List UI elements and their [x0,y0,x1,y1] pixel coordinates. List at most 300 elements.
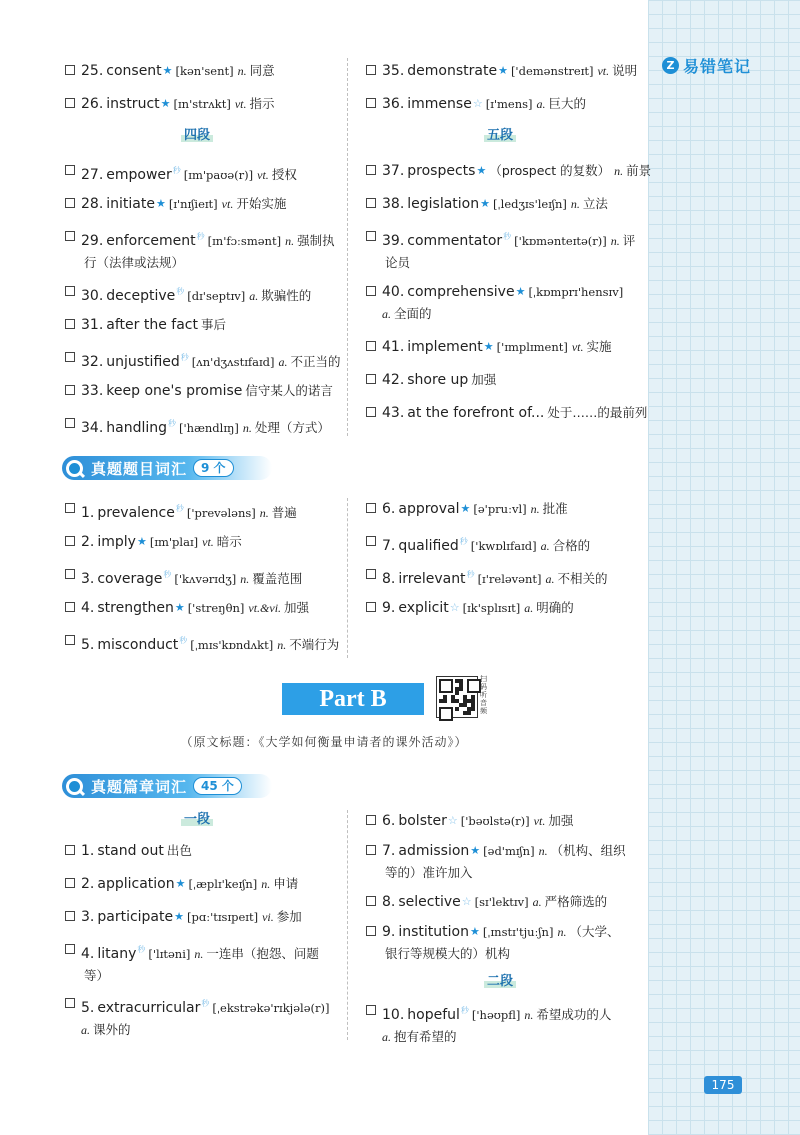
checkbox[interactable] [65,385,75,395]
checkbox[interactable] [65,352,75,362]
vocab-item[interactable] [65,630,356,656]
word-text: at the forefront of... [407,405,545,421]
star-outline-icon: ☆ [461,895,472,908]
meaning-continued [382,303,654,325]
chinese-meaning: 授权 [271,167,297,182]
segment-label: 二段 [480,970,520,989]
item-number: 38. [382,196,405,212]
phonetic: [pɑː'tɪsɪpeɪt] [187,910,259,924]
vocab-item[interactable] [65,939,356,987]
checkbox[interactable] [65,198,75,208]
plural-note: （prospect 的复数） [489,163,611,178]
word-text: misconduct [97,637,179,653]
item-number: 27. [81,167,104,183]
word-text: implement [407,339,483,355]
vocab-word [382,63,497,79]
word-text: after the fact [106,317,198,333]
chinese-meaning: 课外的 [93,1022,131,1037]
item-number: 43. [382,405,405,421]
word-text: immense [407,96,472,112]
part-of-speech: vt. [221,197,234,211]
frequency-tag: 秒 [168,419,177,428]
phonetic: [ˌekstrəkə'rɪkjələ(r)] [212,1001,330,1015]
vocab-item[interactable] [65,281,356,307]
part-of-speech: n. [277,638,287,652]
frequency-tag: 秒 [180,353,189,362]
vocab-word [81,637,178,653]
word-text: stand out [97,843,164,859]
checkbox[interactable] [366,845,376,855]
phonetic: [kən'sent] [175,64,234,78]
grid-sidebar [648,0,800,1135]
item-number: 4. [81,600,95,616]
vocab-item[interactable] [65,564,356,590]
chinese-meaning: 希望成功的人 [536,1007,612,1022]
vocab-word [382,1007,460,1023]
chinese-meaning: 巨大的 [548,96,587,111]
star-icon: ★ [162,64,173,77]
vocab-word [81,420,167,436]
part-of-speech: n. [240,572,250,586]
item-number: 7. [382,538,396,554]
vocab-item[interactable] [366,93,654,115]
qr-module [467,711,471,715]
vocab-word [382,843,469,859]
item-number: 31. [81,317,104,333]
vocab-item[interactable] [65,498,356,524]
phonetic: [dɪ'septɪv] [187,289,246,303]
checkbox[interactable] [366,341,376,351]
part-of-speech: n. [570,197,580,211]
checkbox[interactable] [65,165,75,175]
vocab-word [81,534,136,550]
part-of-speech: n. [261,877,271,891]
chinese-meaning: 开始实施 [236,196,287,211]
phonetic: ['prevələns] [186,506,256,520]
part-of-speech: vt. [571,340,584,354]
item-number: 8. [382,894,396,910]
checkbox[interactable] [366,165,376,175]
star-icon: ★ [174,601,185,614]
chinese-meaning: 欺骗性的 [261,288,312,303]
qr-finder [467,679,481,693]
vocab-item[interactable] [366,402,654,424]
vocab-word [382,501,459,517]
qr-finder [439,707,453,721]
meaning-continued [382,862,654,884]
vocab-item[interactable] [65,531,356,553]
vocab-word [81,288,175,304]
checkbox[interactable] [65,503,75,513]
item-number: 9. [382,924,396,940]
frequency-tag: 秒 [172,166,181,175]
qr-finder [439,679,453,693]
checkbox[interactable] [65,602,75,612]
vocab-item[interactable] [65,93,356,115]
item-number: 34. [81,420,104,436]
vocab-item[interactable] [366,281,654,325]
checkbox[interactable] [366,815,376,825]
part-of-speech: vi. [262,910,274,924]
vocab-word [382,196,479,212]
chinese-meaning: 不正当的 [290,354,341,369]
phonetic: [əd'mɪʃn] [483,844,535,858]
chinese-meaning: 行（法律或法规） [84,255,185,270]
chinese-meaning: 不相关的 [557,571,608,586]
item-number: 7. [382,843,396,859]
vocab-item[interactable] [366,531,654,557]
vocab-word [382,571,466,587]
item-number: 30. [81,288,104,304]
item-number: 3. [81,909,95,925]
phonetic: ['kwɒlɪfaɪd] [470,539,537,553]
phonetic: [ˌkɒmprɪ'hensɪv] [528,285,624,299]
word-text: institution [398,924,469,940]
vocab-word [382,339,483,355]
vocab-item[interactable] [65,380,356,402]
frequency-tag: 秒 [460,1006,469,1015]
chinese-meaning: 合格的 [552,538,591,553]
checkbox[interactable] [65,845,75,855]
chinese-meaning: 不端行为 [289,637,340,652]
part-of-speech: a. [540,539,550,553]
phonetic: [ɪn'strʌkt] [173,97,231,111]
word-text: imply [97,534,136,550]
phonetic: [ɪm'paʊə(r)] [183,168,254,182]
vocab-item[interactable] [366,226,654,274]
checkbox[interactable] [366,286,376,296]
vocab-item[interactable] [366,1000,654,1048]
vocab-item[interactable] [366,597,654,619]
phonetic: [ˌæplɪ'keɪʃn] [188,877,258,891]
item-number: 41. [382,339,405,355]
part-of-speech: a. [545,572,555,586]
source-title: （原文标题：《大学如何衡量申请者的课外活动》） [180,735,468,749]
star-outline-icon: ☆ [449,601,460,614]
chinese-meaning: 抱有希望的 [394,1029,457,1044]
vocab-item[interactable] [65,413,356,439]
chinese-meaning: 加强 [284,600,310,615]
checkbox[interactable] [366,407,376,417]
chinese-meaning: 处于……的最前列 [547,405,648,420]
frequency-tag: 秒 [175,504,184,513]
phonetic: [ˌmɪs'kɒndʌkt] [190,638,274,652]
segment-label: 四段 [177,124,217,143]
checkbox[interactable] [366,65,376,75]
part-of-speech: vt. [597,64,610,78]
section-header-passage-vocab [62,774,272,798]
checkbox[interactable] [65,569,75,579]
checkbox[interactable] [65,911,75,921]
checkbox[interactable] [366,198,376,208]
checkbox[interactable] [65,944,75,954]
checkbox[interactable] [65,536,75,546]
star-icon: ★ [480,197,490,210]
checkbox[interactable] [65,286,75,296]
part-of-speech: a. [382,1030,391,1044]
chinese-meaning: 出色 [166,843,192,858]
checkbox[interactable] [65,98,75,108]
vocab-item[interactable] [65,840,356,862]
qr-module [455,691,459,695]
phonetic: [ɪ'nɪʃieɪt] [168,197,218,211]
word-text: irrelevant [398,571,466,587]
part-of-speech: vt. [533,814,546,828]
star-icon: ★ [470,844,481,857]
vocab-word [382,894,461,910]
item-number: 4. [81,946,95,962]
word-text: application [97,876,175,892]
part-of-speech: n. [259,506,269,520]
vocab-item[interactable] [366,336,654,358]
phonetic: ['ɪmplɪment] [496,340,568,354]
checkbox[interactable] [65,231,75,241]
vocab-item[interactable] [366,564,654,590]
segment-label: 五段 [480,124,520,143]
item-number: 8. [382,571,396,587]
word-text: enforcement [106,233,196,249]
item-number: 1. [81,505,95,521]
word-text: approval [398,501,460,517]
star-icon: ★ [515,285,526,298]
checkbox[interactable] [366,1005,376,1015]
star-icon: ★ [469,925,480,938]
phonetic: [ɪ'mens] [485,97,533,111]
chinese-meaning: 参加 [276,909,302,924]
star-icon: ★ [174,910,184,923]
chinese-meaning: 普遍 [271,505,297,520]
chinese-meaning: 立法 [582,196,608,211]
section-title: 真题篇章词汇 [91,777,188,796]
frequency-tag: 秒 [459,537,468,546]
item-number: 39. [382,233,405,249]
meaning-continued [81,252,356,274]
vocab-word [382,600,449,616]
qr-module [443,699,447,703]
checkbox[interactable] [366,503,376,513]
chinese-meaning: 指示 [249,96,275,111]
vocab-word [382,405,544,421]
vocab-word [382,538,459,554]
item-number: 3. [81,571,95,587]
checkbox[interactable] [366,896,376,906]
vocab-item[interactable] [65,347,356,373]
logo-text: 易错笔记 [683,56,752,76]
logo [662,54,751,76]
part-title: Part B [282,683,424,715]
part-of-speech: a. [81,1023,90,1037]
phonetic: ['streŋθn] [187,601,245,615]
star-icon: ★ [175,877,186,890]
checkbox[interactable] [366,98,376,108]
checkbox[interactable] [366,926,376,936]
frequency-tag: 秒 [503,232,512,241]
vocab-item[interactable] [65,597,356,619]
frequency-tag: 秒 [163,570,172,579]
star-icon: ★ [160,97,171,110]
vocab-word [81,876,175,892]
word-text: participate [97,909,174,925]
vocab-item[interactable] [65,226,356,274]
qr-caption: 扫码听音频 [480,675,487,715]
checkbox[interactable] [65,635,75,645]
vocab-item[interactable] [366,921,654,965]
vocab-item[interactable] [65,314,356,336]
qr-module [471,707,475,711]
meaning-continued [81,965,356,987]
vocab-item[interactable] [65,873,356,895]
checkbox[interactable] [366,374,376,384]
phonetic: ['həʊpfl] [471,1008,521,1022]
chinese-meaning: 等的）准许加入 [385,865,473,880]
search-icon [63,457,85,479]
qr-code-icon[interactable] [436,676,478,718]
vocab-item[interactable] [65,906,356,928]
vocab-item[interactable] [366,891,654,913]
meaning-continued [382,1026,654,1048]
vocab-word [382,372,468,388]
chinese-meaning: 论员 [385,255,411,270]
vocab-item[interactable] [366,60,654,82]
chinese-meaning: 银行等规模大的）机构 [385,946,511,961]
item-number: 6. [382,813,396,829]
word-text: strengthen [97,600,174,616]
vocab-item[interactable] [366,193,654,215]
chinese-meaning: 等） [84,968,110,983]
item-number: 33. [81,383,104,399]
search-icon [63,775,85,797]
chinese-meaning: 评 [622,233,636,248]
phonetic: [ɪm'plaɪ] [149,535,199,549]
vocab-item[interactable] [366,160,654,182]
vocab-item[interactable] [65,993,356,1041]
star-icon: ★ [476,164,487,177]
word-text: hopeful [407,1007,460,1023]
checkbox[interactable] [65,998,75,1008]
phonetic: ['hændlɪŋ] [179,421,239,435]
vocab-word [382,284,515,300]
checkbox[interactable] [366,569,376,579]
word-text: prevalence [97,505,175,521]
vocab-item[interactable] [366,369,654,391]
item-number: 35. [382,63,405,79]
frequency-tag: 秒 [466,570,475,579]
vocab-word [81,63,162,79]
item-number: 5. [81,637,95,653]
checkbox[interactable] [366,602,376,612]
item-number: 6. [382,501,396,517]
word-text: commentator [407,233,503,249]
part-of-speech: a. [278,355,288,369]
chinese-meaning: 强制执 [297,233,335,248]
vocab-word [81,843,164,859]
part-of-speech: vt. [234,97,247,111]
chinese-meaning: 加强 [471,372,497,387]
star-outline-icon: ☆ [472,97,483,110]
checkbox[interactable] [65,65,75,75]
star-outline-icon: ☆ [447,814,458,827]
phonetic: [sɪ'lektɪv] [474,895,529,909]
item-number: 9. [382,600,396,616]
item-number: 36. [382,96,405,112]
star-icon: ★ [155,197,166,210]
word-text: demonstrate [407,63,498,79]
item-number: 25. [81,63,104,79]
item-number: 32. [81,354,104,370]
vocab-item[interactable] [65,193,356,215]
word-text: selective [398,894,461,910]
part-of-speech: a. [532,895,542,909]
checkbox[interactable] [65,878,75,888]
checkbox[interactable] [65,418,75,428]
star-icon: ★ [136,535,147,548]
vocab-word [81,946,136,962]
star-icon: ★ [498,64,508,77]
vocab-word [81,571,162,587]
phonetic: [ʌn'dʒʌstɪfaɪd] [191,355,275,369]
vocab-item[interactable] [65,60,356,82]
part-of-speech: a. [536,97,546,111]
qr-module [459,687,463,691]
vocab-word [81,233,196,249]
chinese-meaning: 实施 [586,339,612,354]
phonetic: [ɪn'fɔːsmənt] [207,234,282,248]
phonetic: [ɪk'splɪsɪt] [462,601,521,615]
vocab-item[interactable] [366,840,654,884]
vocab-item[interactable] [366,810,654,832]
frequency-tag: 秒 [176,287,185,296]
frequency-tag: 秒 [201,999,210,1008]
vocab-item[interactable] [366,498,654,520]
vocab-word [382,163,475,179]
vocab-word [81,196,155,212]
star-icon: ★ [483,340,494,353]
item-number: 37. [382,163,405,179]
item-number: 5. [81,1000,95,1016]
checkbox[interactable] [366,536,376,546]
checkbox[interactable] [65,319,75,329]
vocab-word [81,96,160,112]
phonetic: [ɪ'reləvənt] [477,572,542,586]
chinese-meaning: （大学、 [569,924,620,939]
vocab-item[interactable] [65,160,356,186]
item-number: 2. [81,534,95,550]
phonetic: ['bəʊlstə(r)] [460,814,530,828]
part-of-speech: a. [524,601,534,615]
item-number: 26. [81,96,104,112]
part-of-speech: n. [237,64,247,78]
logo-badge-icon: Z [662,57,679,74]
qr-module [455,707,459,711]
chinese-meaning: 前景 [626,163,652,178]
part-of-speech: n. [194,947,204,961]
count-badge: 9 个 [193,459,234,477]
checkbox[interactable] [366,231,376,241]
chinese-meaning: 覆盖范围 [252,571,303,586]
part-of-speech: a. [249,289,259,303]
segment-label: 一段 [177,808,217,827]
word-text: bolster [398,813,447,829]
word-text: initiate [106,196,155,212]
frequency-tag: 秒 [196,232,205,241]
frequency-tag: 秒 [137,945,146,954]
phonetic: [ə'pruːvl] [473,502,527,516]
word-text: coverage [97,571,163,587]
section-header-question-vocab [62,456,272,480]
page-number: 175 [704,1076,742,1094]
phonetic: ['demənstreɪt] [510,64,594,78]
vocab-word [81,505,175,521]
